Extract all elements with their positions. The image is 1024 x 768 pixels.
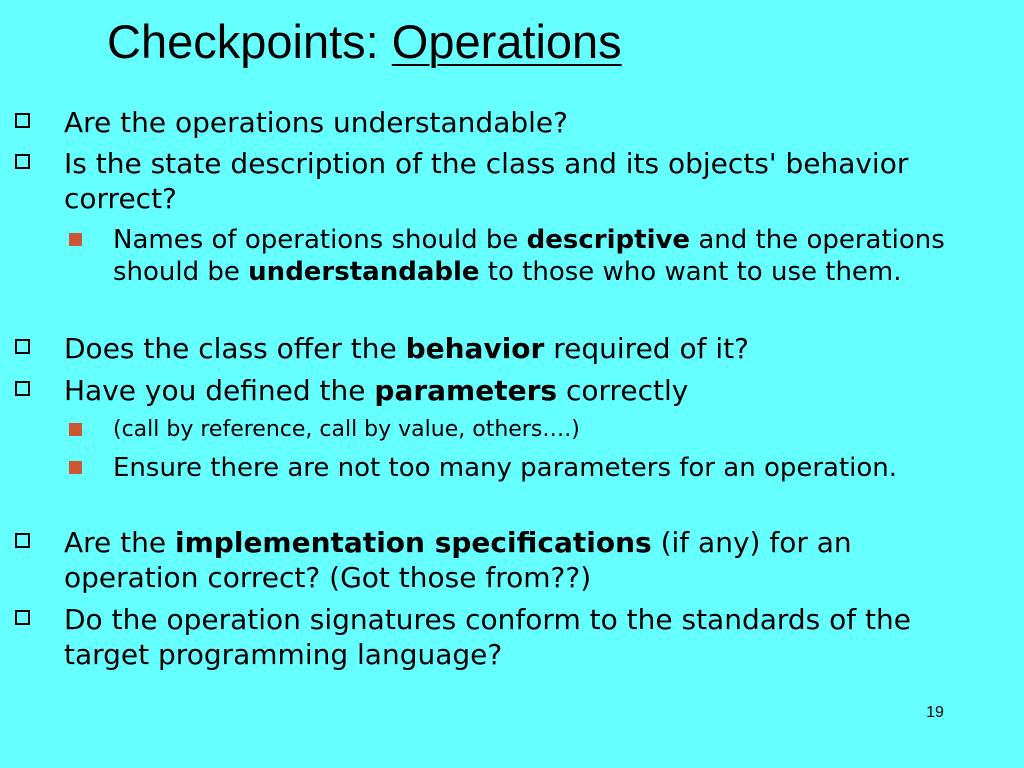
bullet-operation-signatures (64, 602, 994, 672)
bullet-class-behavior (64, 331, 994, 366)
slide-title (107, 12, 622, 72)
bullet-operations-understandable (64, 105, 994, 140)
bullet-text: Do the operation signatures conform to the standards of the target programming language? (64, 603, 911, 671)
sub-text-bold-descriptive: descriptive (526, 225, 691, 255)
bullet-text-c: correctly (557, 374, 689, 407)
bullet-text-bold-parameters: parameters (374, 374, 558, 407)
bullet-text-a: Have you defined the (64, 374, 375, 407)
bullet-text-c: required of it? (544, 332, 749, 365)
sub-text: (call by reference, call by value, others….) (113, 417, 580, 442)
filled-square-bullet-icon (69, 461, 82, 474)
bullet-text: Is the state description of the class and its objects' behavior correct? (64, 147, 909, 215)
bullet-text-a: Are the (64, 526, 176, 559)
hollow-square-bullet-icon (15, 113, 30, 128)
hollow-square-bullet-icon (15, 381, 30, 396)
sub-text-c: and the operations should be (113, 225, 945, 287)
bullet-text-bold-behavior: behavior (405, 332, 545, 365)
bullet-parameters (64, 373, 994, 408)
bullet-text-c: (if any) for an operation correct? (Got those from??) (64, 526, 852, 594)
sub-text-bold-understandable: understandable (248, 257, 480, 287)
sub-text-e: to those who want to use them. (479, 257, 902, 287)
filled-square-bullet-icon (69, 233, 82, 246)
bullet-state-description (64, 146, 994, 216)
sub-bullet-call-by (113, 416, 993, 444)
page-number: 19 (926, 704, 944, 721)
bullet-text-a: Does the class offer the (64, 332, 406, 365)
filled-square-bullet-icon (69, 423, 82, 436)
bullet-implementation-specifications (64, 525, 994, 595)
title-main: Operations (391, 15, 622, 68)
sub-bullet-not-too-many-parameters (113, 452, 993, 484)
sub-text-a: Names of operations should be (113, 225, 527, 255)
bullet-text-bold-implementation: implementation specifications (175, 526, 652, 559)
hollow-square-bullet-icon (15, 610, 30, 625)
hollow-square-bullet-icon (15, 339, 30, 354)
bullet-text: Are the operations understandable? (64, 106, 568, 139)
sub-bullet-names-descriptive (113, 224, 993, 288)
hollow-square-bullet-icon (15, 533, 30, 548)
sub-text: Ensure there are not too many parameters for an operation. (113, 453, 898, 483)
title-prefix: Checkpoints: (107, 15, 392, 68)
hollow-square-bullet-icon (15, 154, 30, 169)
